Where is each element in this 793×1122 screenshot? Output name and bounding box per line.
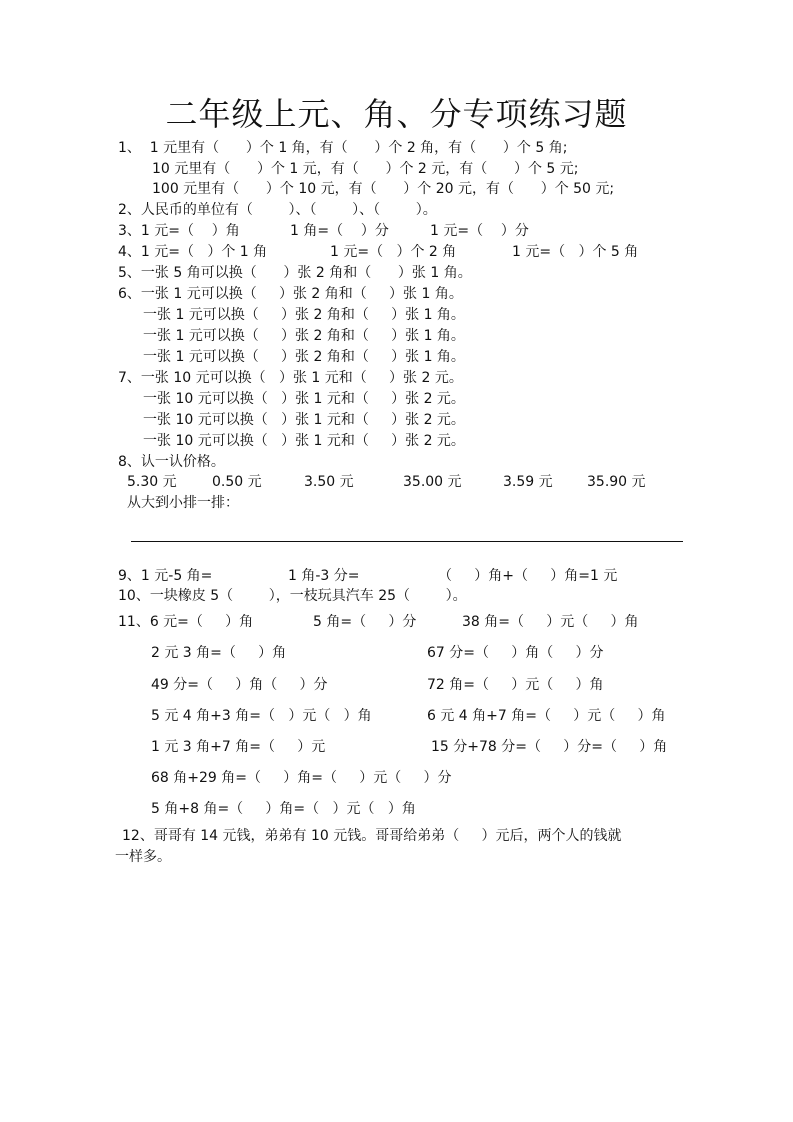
q7-line-2: 一张 10 元可以换（ ）张 1 元和（ ）张 2 元。 (143, 391, 465, 407)
q11-row3-right: 72 角=（ ）元（ ）角 (427, 677, 604, 693)
q4-part-1: 4、1 元=（ ）个 1 角 (118, 244, 268, 260)
q8-price-1: 5.30 元 (127, 474, 177, 490)
q11-row5-right: 15 分+78 分=（ ）分=（ ）角 (431, 739, 668, 755)
q1-line-1: 1、 1 元里有（ ）个 1 角，有（ ）个 2 角，有（ ）个 5 角; (118, 140, 568, 156)
question-10: 10、一块橡皮 5（ ），一枝玩具汽车 25（ ）。 (118, 588, 467, 604)
q11-row7: 5 角+8 角=（ ）角=（ ）元（ ）角 (151, 801, 416, 817)
q7-line-1: 7、一张 10 元可以换（ ）张 1 元和（ ）张 2 元。 (118, 370, 463, 386)
q6-line-4: 一张 1 元可以换（ ）张 2 角和（ ）张 1 角。 (143, 349, 465, 365)
q1-line-3: 100 元里有（ ）个 10 元，有（ ）个 20 元，有（ ）个 50 元; (152, 181, 615, 197)
q7-line-4: 一张 10 元可以换（ ）张 1 元和（ ）张 2 元。 (143, 433, 465, 449)
q6-line-1: 6、一张 1 元可以换（ ）张 2 角和（ ）张 1 角。 (118, 286, 463, 302)
q9-part-2: 1 角-3 分= (288, 568, 360, 584)
q11-row1-part-2: 5 角=（ ）分 (313, 614, 417, 630)
q4-part-3: 1 元=（ ）个 5 角 (512, 244, 639, 260)
q11-row1-part-3: 38 角=（ ）元（ ）角 (462, 614, 639, 630)
q8-heading: 8、认一认价格。 (118, 454, 225, 470)
q8-price-2: 0.50 元 (212, 474, 262, 490)
q11-row4-left: 5 元 4 角+3 角=（ ）元（ ）角 (151, 708, 372, 724)
q3-part-3: 1 元=（ ）分 (430, 223, 529, 239)
q11-row2-right: 67 分=（ ）角（ ）分 (427, 645, 604, 661)
question-5: 5、一张 5 角可以换（ ）张 2 角和（ ）张 1 角。 (118, 265, 472, 281)
q3-part-1: 3、1 元=（ ）角 (118, 223, 240, 239)
q7-line-3: 一张 10 元可以换（ ）张 1 元和（ ）张 2 元。 (143, 412, 465, 428)
page-title: 二年级上元、角、分专项练习题 (165, 95, 628, 133)
q8-price-4: 35.00 元 (403, 474, 462, 490)
q11-row3-left: 49 分=（ ）角（ ）分 (151, 677, 328, 693)
q11-row5-left: 1 元 3 角+7 角=（ ）元 (151, 739, 326, 755)
q1-line-2: 10 元里有（ ）个 1 元，有（ ）个 2 元，有（ ）个 5 元; (152, 161, 579, 177)
q8-instruction: 从大到小排一排： (127, 495, 239, 511)
q3-part-2: 1 角=（ ）分 (290, 223, 389, 239)
q8-price-6: 35.90 元 (587, 474, 646, 490)
q11-row4-right: 6 元 4 角+7 角=（ ）元（ ）角 (427, 708, 666, 724)
q12-line-2: 一样多。 (115, 849, 171, 865)
q6-line-2: 一张 1 元可以换（ ）张 2 角和（ ）张 1 角。 (143, 307, 465, 323)
q12-line-1: 12、哥哥有 14 元钱，弟弟有 10 元钱。哥哥给弟弟（ ）元后，两个人的钱就 (122, 828, 622, 844)
q9-part-3: （ ）角+（ ）角=1 元 (438, 568, 618, 584)
q8-price-5: 3.59 元 (503, 474, 553, 490)
q6-line-3: 一张 1 元可以换（ ）张 2 角和（ ）张 1 角。 (143, 328, 465, 344)
q11-row1-part-1: 11、6 元=（ ）角 (118, 614, 254, 630)
q9-part-1: 9、1 元-5 角= (118, 568, 213, 584)
q4-part-2: 1 元=（ ）个 2 角 (330, 244, 457, 260)
q11-row6: 68 角+29 角=（ ）角=（ ）元（ ）分 (151, 770, 452, 786)
q8-price-3: 3.50 元 (304, 474, 354, 490)
q11-row2-left: 2 元 3 角=（ ）角 (151, 645, 287, 661)
q8-answer-line[interactable] (131, 541, 683, 542)
question-2: 2、人民币的单位有（ ）、（ ）、（ ）。 (118, 202, 437, 218)
